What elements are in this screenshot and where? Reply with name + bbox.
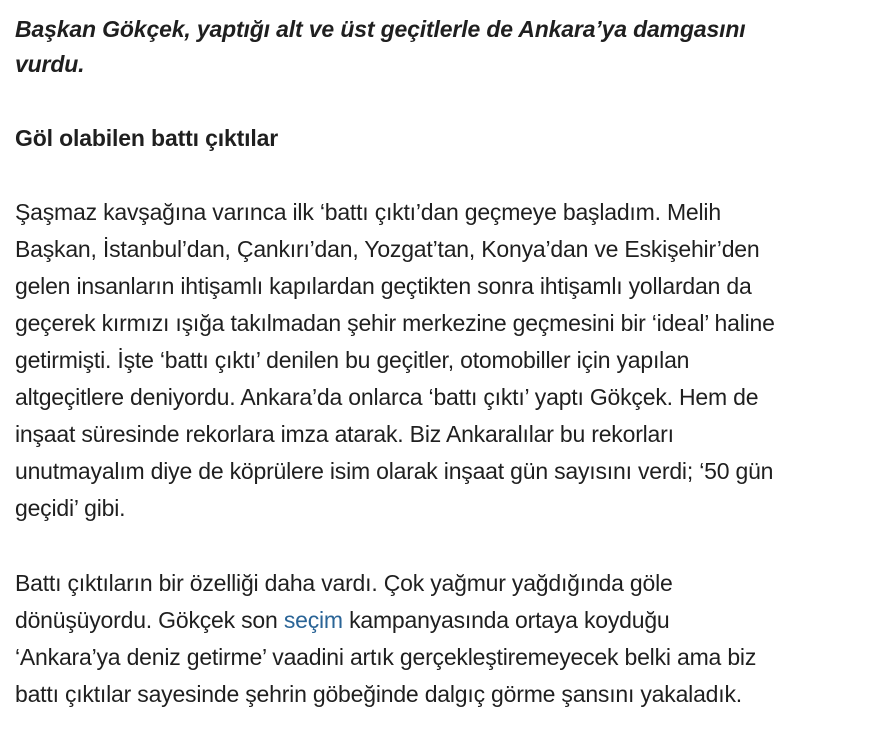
paragraph-1-line: altgeçitlere deniyordu. Ankara’da onlarca ‘battı çıktı’ yaptı Gökçek. Hem de <box>15 384 759 410</box>
paragraph-2-line <box>15 602 881 639</box>
paragraph-2-line: Battı çıktıların bir özelliği daha vardı. Çok yağmur yağdığında göle <box>15 570 673 596</box>
paragraph-1-line: unutmayalım diye de köprülere isim olarak inşaat gün sayısını verdi; ‘50 gün <box>15 458 774 484</box>
paragraph-1-line: geçerek kırmızı ışığa takılmadan şehir merkezine geçmesini bir ‘ideal’ haline <box>15 310 775 336</box>
paragraph-1-line: gelen insanların ihtişamlı kapılardan geçtikten sonra ihtişamlı yollardan da <box>15 273 752 299</box>
section-heading: Göl olabilen battı çıktılar <box>15 125 279 151</box>
paragraph-2-text: dönüşüyordu. Gökçek son <box>15 607 284 633</box>
paragraph-1-line: Başkan, İstanbul’dan, Çankırı’dan, Yozgat’tan, Konya’dan ve Eskişehir’den <box>15 236 760 262</box>
paragraph-1-line: inşaat süresinde rekorlara imza atarak. Biz Ankaralılar bu rekorları <box>15 421 674 447</box>
secim-link[interactable]: seçim <box>283 607 343 633</box>
paragraph-1-line: Şaşmaz kavşağına varınca ilk ‘battı çıktı’dan geçmeye başladım. Melih <box>15 199 721 225</box>
paragraph-2-line: ‘Ankara’ya deniz getirme’ vaadini artık gerçekleştiremeyecek belki ama biz <box>15 644 757 670</box>
lead-line-1: Başkan Gökçek, yaptığı alt ve üst geçitlerle de Ankara’ya damgasını <box>15 16 746 42</box>
paragraph-1 <box>15 194 881 527</box>
paragraph-2 <box>15 565 881 713</box>
paragraph-2-line: battı çıktılar sayesinde şehrin göbeğinde dalgıç görme şansını yakaladık. <box>15 681 742 707</box>
lead-line-2: vurdu. <box>15 51 85 77</box>
article-lead <box>15 0 855 82</box>
paragraph-2-text: kampanyasında ortaya koyduğu <box>342 607 670 633</box>
paragraph-1-line: getirmişti. İşte ‘battı çıktı’ denilen bu geçitler, otomobiller için yapılan <box>15 347 690 373</box>
article-body <box>15 0 881 707</box>
paragraph-1-line: geçidi’ gibi. <box>15 495 126 521</box>
